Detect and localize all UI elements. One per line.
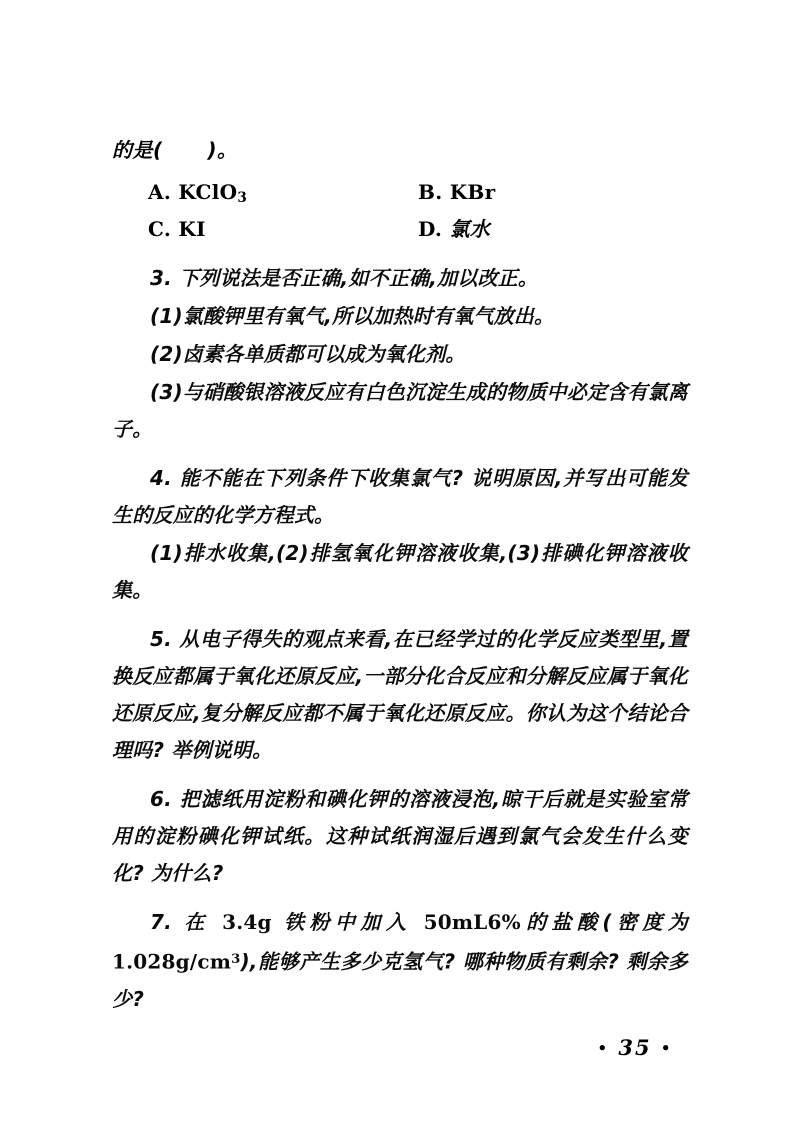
question-7-part-1: 7. 在 xyxy=(150,910,223,934)
folio-dot-right: • xyxy=(660,1039,673,1058)
question-4-item-1: (1)排水收集,(2)排氢氧化钾溶液收集,(3)排碘化钾溶液收集。 xyxy=(112,541,688,602)
page-content xyxy=(112,133,688,1018)
question-7-part-3: 的盐酸(密度为 xyxy=(520,910,689,934)
option-d-label: D. xyxy=(418,217,443,241)
question-3-stem: 3. 下列说法是否正确,如不正确,加以改正。 xyxy=(150,266,539,290)
question-4 xyxy=(112,460,688,609)
option-a-formula-subscript: 3 xyxy=(237,189,248,206)
continuation-line: 的是( )。 xyxy=(112,138,238,162)
option-c-label: C. xyxy=(148,217,172,241)
question-7-volume-concentration: 50mL6% xyxy=(423,910,521,934)
option-b-formula: KBr xyxy=(449,180,496,204)
option-d-text: 氯水 xyxy=(449,217,491,241)
option-a-formula: KClO xyxy=(178,180,238,204)
question-3-item-3: (3)与硝酸银溶液反应有白色沉淀生成的物质中必定含有氯离子。 xyxy=(112,380,688,441)
question-3-item-2: (2)卤素各单质都可以成为氧化剂。 xyxy=(150,342,466,366)
question-7-density-value: 1.028g/cm xyxy=(112,949,232,974)
option-row-cd xyxy=(112,211,688,248)
page-folio xyxy=(0,1035,800,1060)
question-4-stem: 4. 能不能在下列条件下收集氯气? 说明原因,并写出可能发生的反应的化学方程式。 xyxy=(112,466,688,527)
question-7 xyxy=(112,904,688,1018)
question-3 xyxy=(112,260,688,448)
question-7-density-exponent: 3 xyxy=(231,952,241,967)
option-b[interactable] xyxy=(418,174,495,211)
option-d[interactable] xyxy=(418,211,490,248)
question-7-part-2: 铁粉中加入 xyxy=(271,910,424,934)
option-c[interactable] xyxy=(148,211,418,248)
option-b-label: B. xyxy=(418,180,443,204)
question-5-stem: 5. 从电子得失的观点来看,在已经学过的化学反应类型里,置换反应都属于氧化还原反应,一部分化合反应和分解反应属于氧化还原反应,复分解反应都不属于氧化还原反应。你认为这个结论合理吗? 举例说明。 xyxy=(112,627,688,762)
option-row-ab xyxy=(112,174,688,211)
question-7-part-4: ),能够产生多少克氢气? 哪种物质有剩余? 剩余多少? xyxy=(112,949,688,1011)
option-c-formula: KI xyxy=(178,217,206,241)
option-a[interactable] xyxy=(148,174,418,211)
folio-dot-left: • xyxy=(597,1039,610,1058)
folio-inner xyxy=(597,1035,672,1060)
question-7-mass-value: 3.4g xyxy=(222,910,272,934)
folio-spacer-right xyxy=(652,1035,661,1060)
question-3-item-1: (1)氯酸钾里有氧气,所以加热时有氧气放出。 xyxy=(150,304,555,328)
question-5 xyxy=(112,621,688,769)
page-number: 35 xyxy=(618,1035,652,1060)
question-6 xyxy=(112,781,688,892)
option-a-label: A. xyxy=(148,180,172,204)
option-b-spacer xyxy=(442,180,449,204)
multiple-choice-options xyxy=(112,174,688,248)
folio-spacer-left xyxy=(609,1035,618,1060)
question-7-stem xyxy=(112,904,688,1018)
question-6-stem: 6. 把滤纸用淀粉和碘化钾的溶液浸泡,晾干后就是实验室常用的淀粉碘化钾试纸。这种试纸润湿后遇到氯气会发生什么变化? 为什么? xyxy=(112,787,688,885)
